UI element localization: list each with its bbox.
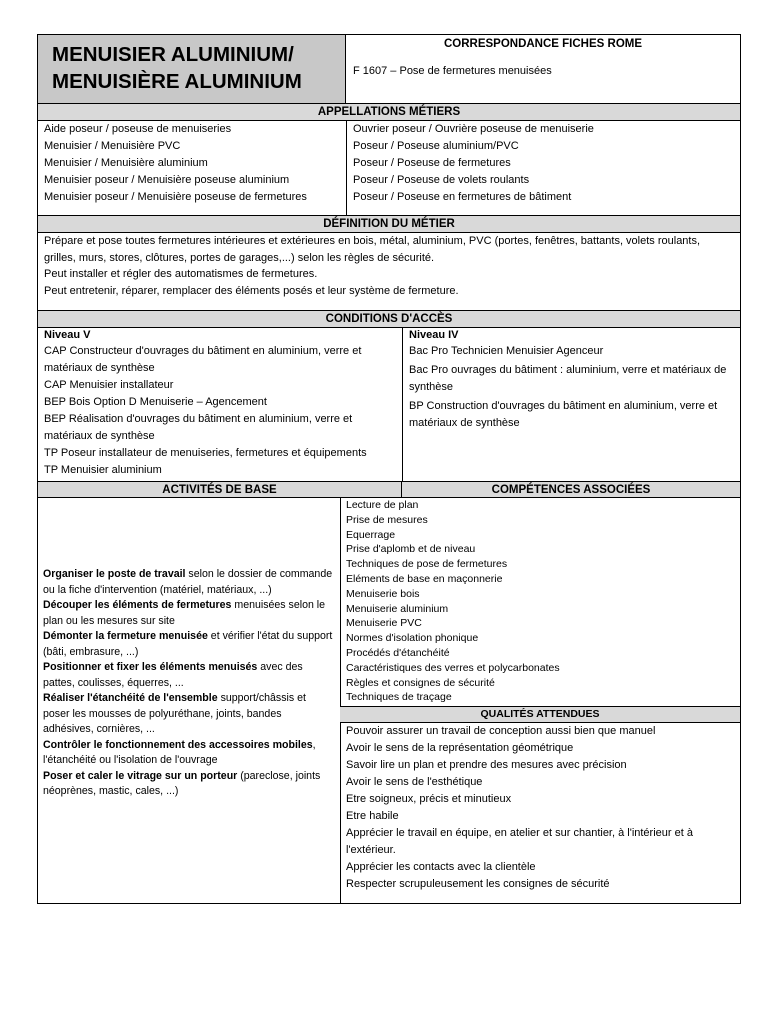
conditions-heading: CONDITIONS D'ACCÈS <box>38 310 740 328</box>
appellation-item: Menuisier / Menuisière aluminium <box>44 157 208 169</box>
appellation-item: Aide poseur / poseuse de menuiseries <box>44 123 232 135</box>
diploma-item: CAP Menuisier installateur <box>44 379 174 391</box>
qualite-item: Etre soigneux, précis et minutieux <box>346 793 512 805</box>
appellation-item: Poseur / Poseuse de fermetures <box>353 157 511 169</box>
divider <box>340 498 341 904</box>
definition-body <box>44 233 734 299</box>
conditions-right <box>409 328 737 432</box>
definition-paragraph: Peut entretenir, réparer, remplacer des éléments posés et leur système de fermeture. <box>44 284 459 297</box>
qualite-item: Avoir le sens de la représentation géométrique <box>346 742 574 754</box>
appellation-item: Menuisier poseur / Menuisière poseuse de fermetures <box>44 191 307 203</box>
title-line-1: MENUISIER ALUMINIUM/ <box>52 43 294 66</box>
qualite-item: Apprécier les contacts avec la clientèle <box>346 860 536 873</box>
competence-item: Procédés d'étanchéité <box>346 646 450 659</box>
activite-item: Organiser le poste de travail selon le dossier de commande ou la fiche d'intervention (matériel, matériaux, ...) <box>43 568 333 596</box>
activites-heading: ACTIVITÉS DE BASE <box>38 481 402 498</box>
qualite-item: Respecter scrupuleusement les consignes de sécurité <box>346 877 610 890</box>
appellations-right-list <box>353 121 738 206</box>
appellation-item: Menuisier poseur / Menuisière poseuse aluminium <box>44 174 290 186</box>
level-label: Niveau V <box>44 329 91 341</box>
competence-item: Lecture de plan <box>346 499 419 511</box>
activite-item: Démonter la fermeture menuisée et vérifier l'état du support (bâti, embrasure, ...) <box>43 630 333 658</box>
activite-item: Contrôler le fonctionnement des accessoires mobiles, l'étanchéité ou l'isolation de l'ouvrage <box>43 738 316 766</box>
competence-item: Normes d'isolation phonique <box>346 632 479 645</box>
qualite-item: Apprécier le travail en équipe, en atelier et sur chantier, à l'intérieur et à l'extérieur. <box>346 827 693 856</box>
appellation-item: Poseur / Poseuse en fermetures de bâtiment <box>353 191 572 203</box>
competence-item: Menuiserie aluminium <box>346 602 449 615</box>
competence-item: Caractéristiques des verres et polycarbonates <box>346 661 560 674</box>
divider <box>402 328 403 481</box>
qualite-item: Etre habile <box>346 810 399 822</box>
diploma-item: BEP Bois Option D Menuiserie – Agencement <box>44 396 267 408</box>
competence-item: Menuiserie bois <box>346 587 420 600</box>
appellations-heading: APPELLATIONS MÉTIERS <box>38 103 740 121</box>
diploma-item: BP Construction d'ouvrages du bâtiment en aluminium, verre et matériaux de synthèse <box>409 400 718 429</box>
activite-item: Découper les éléments de fermetures menuisées selon le plan ou les mesures sur site <box>43 599 326 627</box>
competence-item: Menuiserie PVC <box>346 617 422 630</box>
competences-heading: COMPÉTENCES ASSOCIÉES <box>402 481 740 498</box>
appellations-left-list <box>44 121 344 206</box>
competence-item: Prise d'aplomb et de niveau <box>346 543 476 556</box>
definition-paragraph: Peut installer et régler des automatismes de fermetures. <box>44 268 318 280</box>
rome-block <box>346 35 740 103</box>
rome-code: F 1607 – Pose de fermetures menuisées <box>353 65 552 77</box>
competence-item: Eléments de base en maçonnerie <box>346 572 503 585</box>
definition-paragraph: Prépare et pose toutes fermetures intérieures et extérieures en bois, métal, aluminium, PVC (portes, fenêtres, battants, volets roulants, grilles, murs, stores, clôtures, portes de garages,...) selon les règles de sécurité. <box>44 235 701 264</box>
diploma-item: Bac Pro ouvrages du bâtiment : aluminium, verre et matériaux de synthèse <box>409 364 727 393</box>
qualite-item: Pouvoir assurer un travail de conception aussi bien que manuel <box>346 725 656 737</box>
competence-item: Prise de mesures <box>346 513 428 526</box>
diploma-item: BEP Réalisation d'ouvrages du bâtiment en aluminium, verre et matériaux de synthèse <box>44 413 353 442</box>
rome-heading: CORRESPONDANCE FICHES ROME <box>443 38 643 50</box>
appellation-item: Poseur / Poseuse aluminium/PVC <box>353 140 519 152</box>
definition-heading: DÉFINITION DU MÉTIER <box>38 215 740 233</box>
job-sheet <box>37 34 741 904</box>
activite-item: Positionner et fixer les éléments menuisés avec des pattes, coulisses, équerres, ... <box>43 661 303 689</box>
appellation-item: Menuisier / Menuisière PVC <box>44 140 181 152</box>
appellation-item: Poseur / Poseuse de volets roulants <box>353 174 530 186</box>
diploma-item: TP Poseur installateur de menuiseries, fermetures et équipements <box>44 447 367 459</box>
competences-list <box>346 498 736 705</box>
activite-item: Réaliser l'étanchéité de l'ensemble support/châssis et poser les mousses de polyuréthane, joints, bandes adhésives, cornières, ... <box>43 692 306 735</box>
competence-item: Techniques de pose de fermetures <box>346 558 508 571</box>
level-label: Niveau IV <box>409 329 459 341</box>
activites-list <box>43 567 335 800</box>
qualite-item: Savoir lire un plan et prendre des mesures avec précision <box>346 759 627 771</box>
competence-item: Techniques de traçage <box>346 691 452 704</box>
qualites-list <box>346 723 738 892</box>
divider <box>346 121 347 215</box>
qualites-heading: QUALITÉS ATTENDUES <box>340 706 740 723</box>
activite-item: Poser et caler le vitrage sur un porteur (pareclose, joints néoprènes, mastic, cales, ...) <box>43 769 321 797</box>
competence-item: Règles et consignes de sécurité <box>346 676 495 689</box>
diploma-item: Bac Pro Technicien Menuisier Agenceur <box>409 345 604 357</box>
competence-item: Equerrage <box>346 528 396 541</box>
title-line-2: MENUISIÈRE ALUMINIUM <box>52 70 302 93</box>
conditions-left <box>44 328 396 479</box>
diploma-item: TP Menuisier aluminium <box>44 464 162 476</box>
qualite-item: Avoir le sens de l'esthétique <box>346 776 483 788</box>
title-block <box>38 35 346 103</box>
appellation-item: Ouvrier poseur / Ouvrière poseuse de menuiserie <box>353 123 594 135</box>
diploma-item: CAP Constructeur d'ouvrages du bâtiment en aluminium, verre et matériaux de synthèse <box>44 345 362 374</box>
